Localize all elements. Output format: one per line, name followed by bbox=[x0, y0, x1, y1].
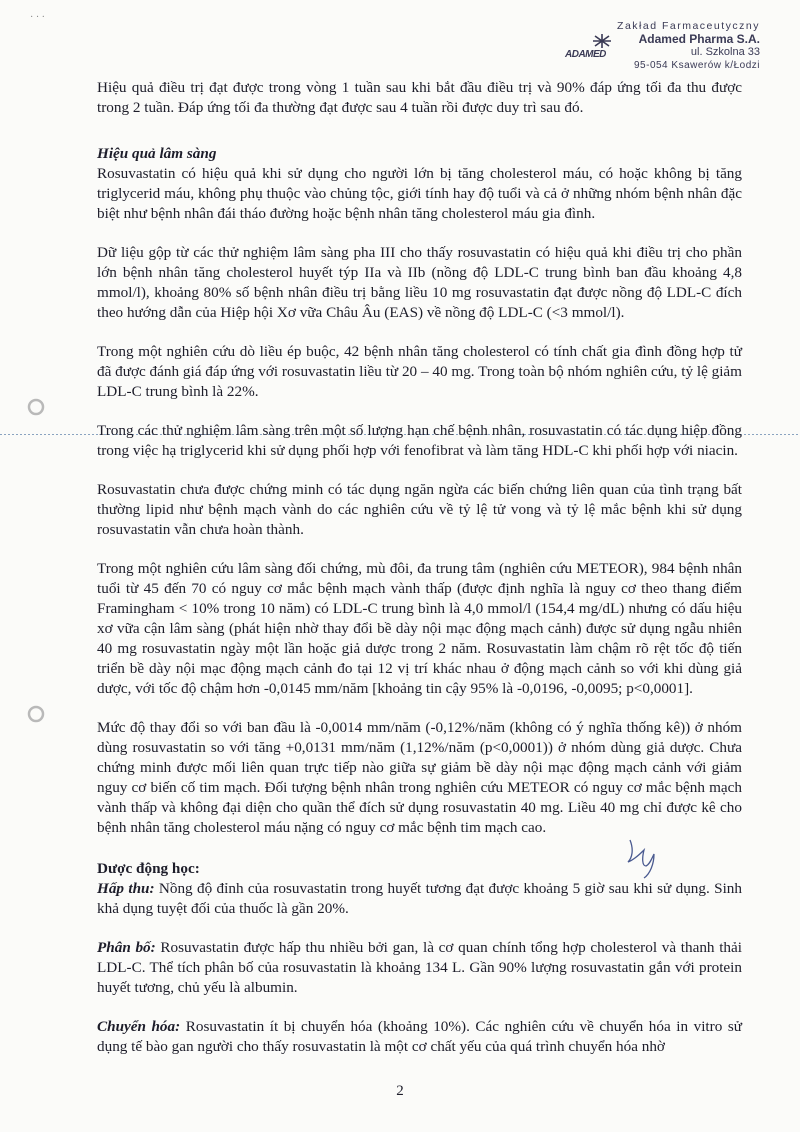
logo-text: ADAMED bbox=[565, 49, 606, 60]
scan-margin-mark: · · · bbox=[30, 12, 45, 23]
distribution-paragraph bbox=[97, 938, 742, 998]
clinical-paragraph-2: Dữ liệu gộp từ các thử nghiệm lâm sàng pha III cho thấy rosuvastatin có hiệu quả khi điều trị cho phần lớn bệnh nhân tăng cholesterol huyết týp IIa và IIb (nồng độ LDL-C trung bình ban đầu khoảng 4,8 mmol/l), khoảng 80% số bệnh nhân điều trị bằng liều 10 mg rosuvastatin đạt được nồng độ LDL-C đích theo hướng dẫn của Hiệp hội Xơ vữa Châu Âu (EAS) về nồng độ LDL-C (<3 mmol/l). bbox=[97, 244, 742, 321]
clinical-efficacy-heading: Hiệu quả lâm sàng bbox=[97, 145, 217, 162]
adamed-logo bbox=[565, 34, 625, 61]
absorption-label: Hấp thu: bbox=[97, 880, 155, 897]
page-number: 2 bbox=[396, 1083, 404, 1099]
metabolism-text: Rosuvastatin ít bị chuyển hóa (khoảng 10%). Các nghiên cứu về chuyển hóa in vitro sử dụng tế bào gan người cho thấy rosuvastatin là một cơ chất yếu của quá trình chuyển hóa nhờ bbox=[97, 1018, 742, 1055]
metabolism-label: Chuyển hóa: bbox=[97, 1018, 181, 1035]
clinical-paragraph-3: Trong một nghiên cứu dò liều ép buộc, 42 bệnh nhân tăng cholesterol có tính chất gia đình đồng hợp tử đã được đánh giá đáp ứng với rosuvastatin liều từ 20 – 40 mg. Trong toàn bộ nhóm nghiên cứu, tỷ lệ giảm LDL-C trung bình là 22%. bbox=[97, 343, 742, 400]
absorption-text: Nồng độ đỉnh của rosuvastatin trong huyết tương đạt được khoảng 5 giờ sau khi sử dụng. Sinh khả dụng tuyệt đối của thuốc là gần 20%. bbox=[97, 880, 742, 917]
distribution-label: Phân bố: bbox=[97, 939, 156, 956]
clinical-paragraph-1: Rosuvastatin có hiệu quả khi sử dụng cho người lớn bị tăng cholesterol máu, có hoặc không bị tăng triglycerid máu, không phụ thuộc vào chủng tộc, giới tính hay độ tuổi và cả ở những nhóm bệnh nhân đặc biệt như bệnh nhân đái tháo đường hoặc bệnh nhân tăng cholesterol máu gia đình. bbox=[97, 165, 742, 222]
stamp-line-company-type: Zakład Farmaceutyczny bbox=[617, 20, 760, 32]
punch-hole-icon bbox=[26, 704, 46, 724]
stamp-line-street: ul. Szkolna 33 bbox=[690, 46, 760, 58]
star-icon bbox=[591, 34, 613, 48]
clinical-paragraph-5: Rosuvastatin chưa được chứng minh có tác dụng ngăn ngừa các biến chứng liên quan của tình trạng bất thường lipid như bệnh mạch vành do các nghiên cứu về tỷ lệ tử vong và tỷ lệ mắc bệnh khi sử dụng rosuvastatin vẫn chưa hoàn thành. bbox=[97, 481, 742, 538]
absorption-paragraph bbox=[97, 879, 742, 919]
metabolism-paragraph bbox=[97, 1017, 742, 1057]
clinical-paragraph-4: Trong các thử nghiệm lâm sàng trên một số lượng hạn chế bệnh nhân, rosuvastatin có tác dụng hiệp đồng trong việc hạ triglycerid khi sử dụng phối hợp với fenofibrat và làm tăng HDL-C khi phối hợp với niacin. bbox=[97, 422, 742, 459]
document-body bbox=[97, 78, 742, 1076]
distribution-text: Rosuvastatin được hấp thu nhiều bởi gan, là cơ quan chính tổng hợp cholesterol và thanh thải LDL-C. Thể tích phân bố của rosuvastatin là khoảng 134 L. Gần 90% lượng rosuvastatin gắn với protein huyết tương, chủ yếu là albumin. bbox=[97, 939, 742, 996]
stamp-line-city: 95-054 Ksawerów k/Łodzi bbox=[633, 60, 760, 71]
stamp-line-company-name: Adamed Pharma S.A. bbox=[638, 32, 760, 46]
handwritten-initials bbox=[620, 836, 668, 880]
company-stamp bbox=[565, 20, 760, 72]
punch-hole-icon bbox=[26, 397, 46, 417]
clinical-paragraph-6: Trong một nghiên cứu lâm sàng đối chứng, mù đôi, đa trung tâm (nghiên cứu METEOR), 984 bệnh nhân tuổi từ 45 đến 70 có nguy cơ mắc bệnh mạch vành thấp (được định nghĩa là nguy cơ theo thang điểm Framingham < 10% trong 10 năm) có LDL-C trung bình là 4,0 mmol/l (154,4 mg/dL) nhưng có dấu hiệu xơ vữa cận lâm sàng (phát hiện nhờ thay đổi bề dày nội mạc động mạch cảnh) được sử dụng ngẫu nhiên 40 mg rosuvastatin ngày một lần hoặc giả dược trong 2 năm. Rosuvastatin làm chậm rõ rệt tốc độ tiến triển bề dày nội mạc động mạch cảnh đo tại 12 vị trí khác nhau ở động mạch cảnh so với khi dùng giả dược, với tốc độ chậm hơn -0,0145 mm/năm [khoảng tin cậy 95% là -0,0196, -0,0095; p<0,0001]. bbox=[97, 560, 742, 697]
clinical-paragraph-7: Mức độ thay đổi so với ban đầu là -0,0014 mm/năm (-0,12%/năm (không có ý nghĩa thống kê)) ở nhóm dùng rosuvastatin so với tăng +0,0131 mm/năm (1,12%/năm (p<0,0001)) ở nhóm dùng giả dược. Chưa chứng minh được mối liên quan trực tiếp nào giữa sự giảm bề dày nội mạc động mạch cảnh với giảm nguy cơ biến cố tim mạch. Đối tượng bệnh nhân trong nghiên cứu METEOR có nguy cơ mắc bệnh mạch vành thấp và không đại diện cho quần thể đích sử dụng rosuvastatin 40 mg. Liều 40 mg chỉ được kê cho bệnh nhân tăng cholesterol máu nặng có nguy cơ mắc bệnh tim mạch cao. bbox=[97, 719, 742, 836]
pharmacokinetics-heading: Dược động học: bbox=[97, 860, 200, 877]
intro-paragraph: Hiệu quả điều trị đạt được trong vòng 1 tuần sau khi bắt đầu điều trị và 90% đáp ứng tối đa thu được trong 2 tuần. Đáp ứng tối đa thường đạt được sau 4 tuần rồi được duy trì sau đó. bbox=[97, 79, 742, 116]
